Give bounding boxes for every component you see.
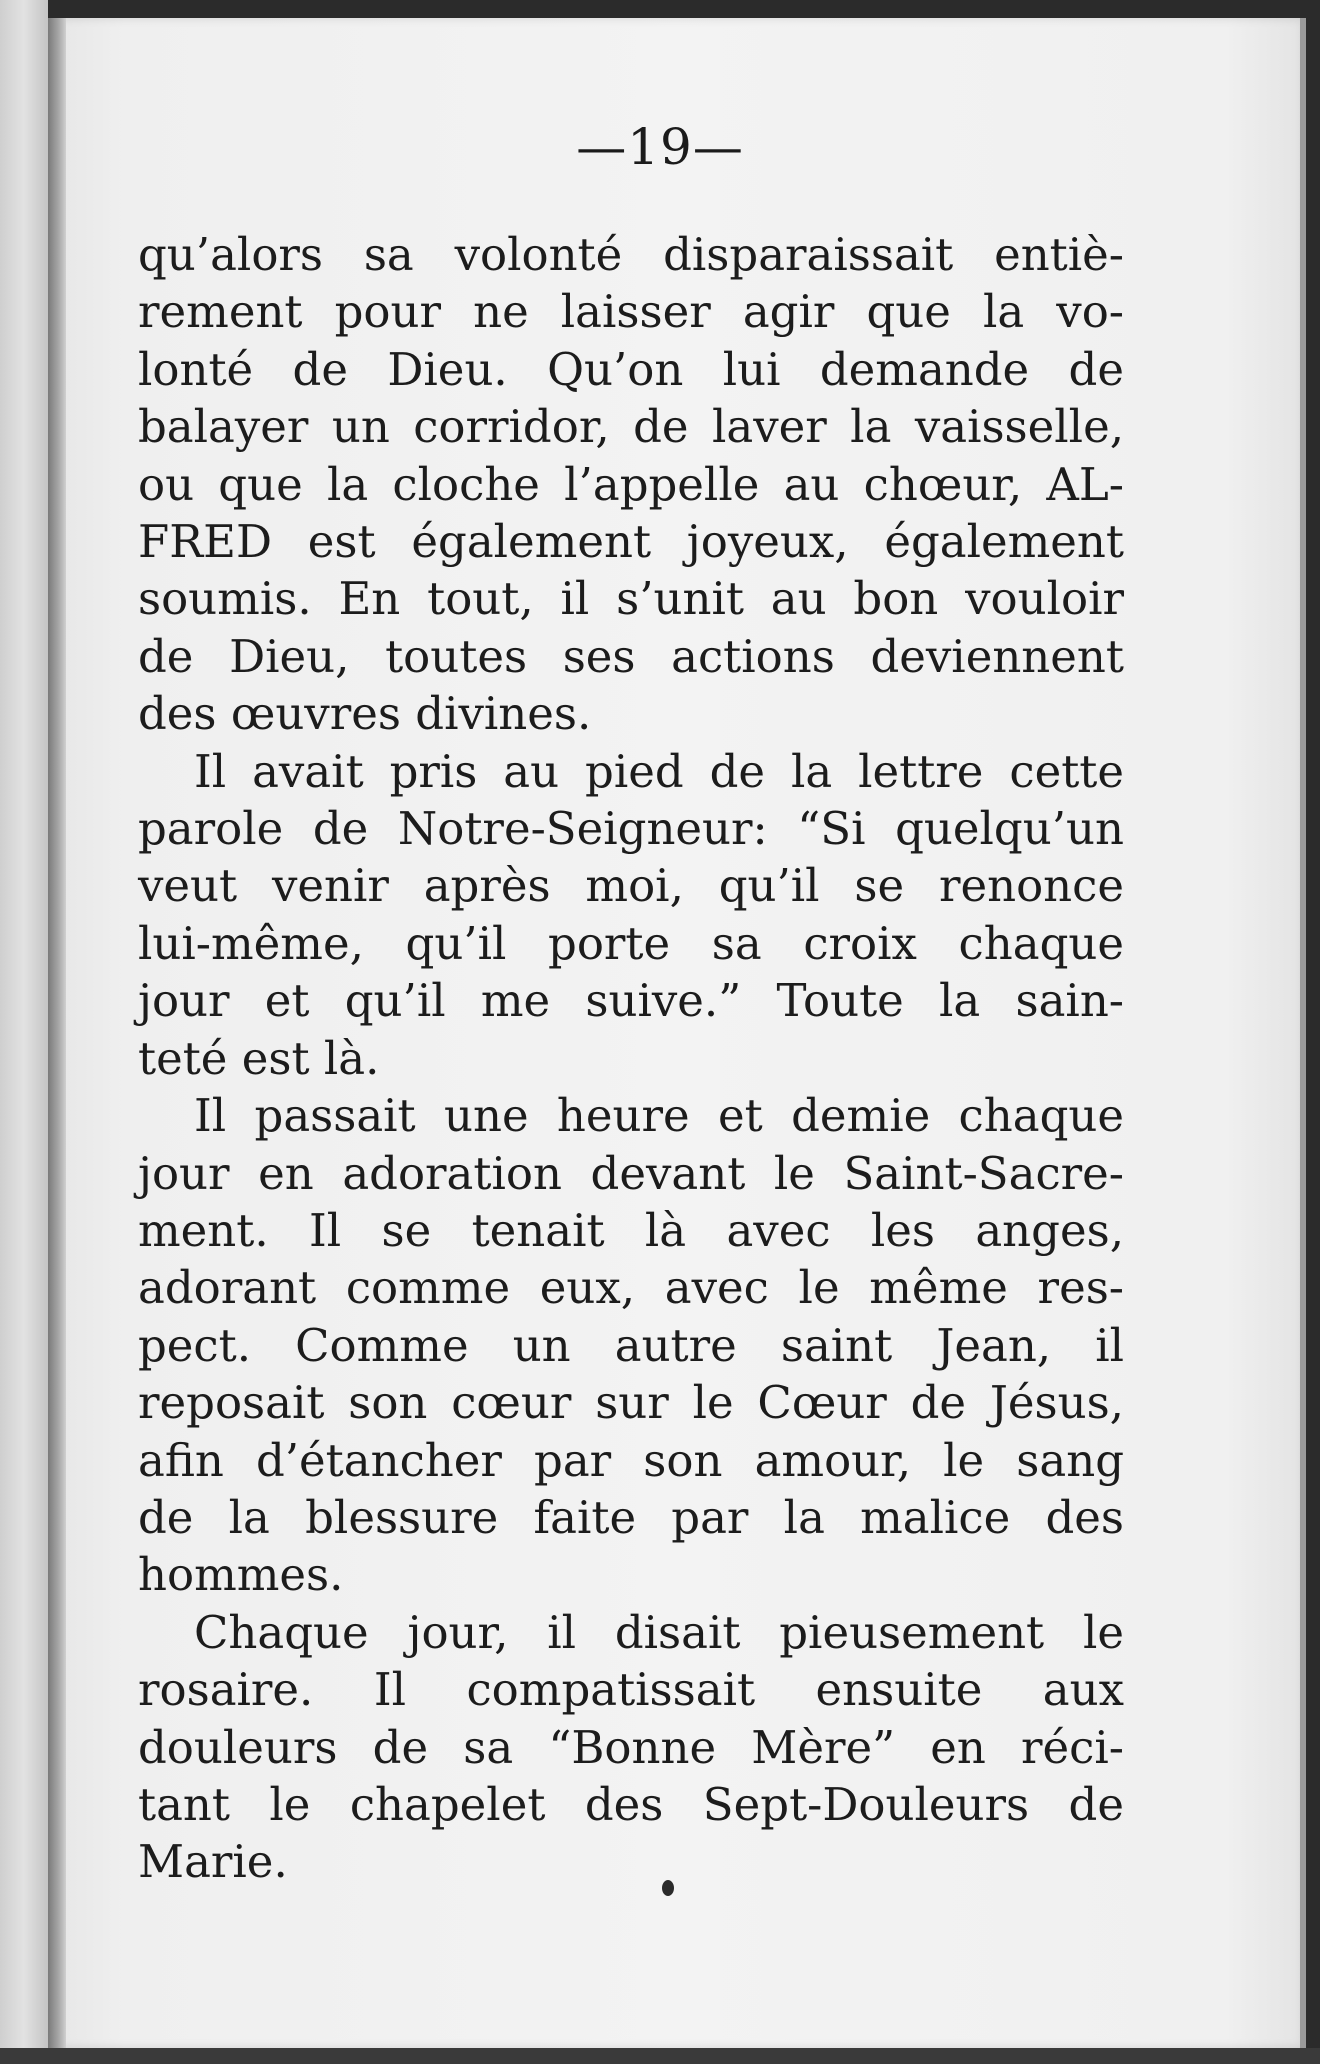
text-line: Marie. <box>138 1835 288 1889</box>
text-line: de la blessure faite par la malice des <box>138 1490 1124 1544</box>
text-line: adorant comme eux, avec le même res- <box>138 1261 1124 1315</box>
paragraph-2 <box>138 743 1124 1087</box>
text-line: rement pour ne laisser agir que la vo- <box>138 285 1124 339</box>
text-line: afin d’étancher par son amour, le sang <box>138 1433 1124 1487</box>
text-line: balayer un corridor, de laver la vaisselle, <box>138 400 1124 454</box>
paragraph-4 <box>138 1604 1124 1891</box>
text-line: qu’alors sa volonté disparaissait entiè- <box>138 228 1124 281</box>
text-line: parole de Notre-Seigneur: “Si quelqu’un <box>138 802 1124 856</box>
text-line: FRED est également joyeux, également <box>138 515 1124 569</box>
text-line: hommes. <box>138 1548 344 1602</box>
text-line: Il avait pris au pied de la lettre cette <box>194 744 1124 798</box>
page-number-value: 19 <box>627 118 693 176</box>
text-line: de Dieu, toutes ses actions deviennent <box>138 629 1124 683</box>
text-line: Chaque jour, il disait pieusement le <box>194 1605 1124 1659</box>
text-line: lonté de Dieu. Qu’on lui demande de <box>138 342 1124 396</box>
folio-dash-left: — <box>576 118 628 176</box>
text-line: teté est là. <box>138 1031 380 1085</box>
text-line: ment. Il se tenait là avec les anges, <box>138 1203 1124 1257</box>
text-line: soumis. En tout, il s’unit au bon vouloir <box>138 572 1124 626</box>
end-ornament <box>662 1880 674 1896</box>
facing-page-edge <box>0 0 48 2064</box>
text-line: Il passait une heure et demie chaque <box>194 1089 1124 1143</box>
text-line: veut venir après moi, qu’il se renonce <box>138 859 1124 913</box>
page-number <box>0 118 1320 176</box>
scan-bottom-edge <box>0 2048 1320 2064</box>
body-text <box>138 226 1124 1891</box>
text-line: ou que la cloche l’appelle au chœur, AL- <box>138 457 1124 511</box>
text-line: rosaire. Il compatissait ensuite aux <box>138 1663 1124 1717</box>
text-line: tant le chapelet des Sept-Douleurs de <box>138 1777 1124 1831</box>
book-gutter <box>48 18 66 2048</box>
text-line: reposait son cœur sur le Cœur de Jésus, <box>138 1376 1124 1430</box>
folio-dash-right: — <box>692 118 744 176</box>
text-line: pect. Comme un autre saint Jean, il <box>138 1318 1124 1372</box>
paragraph-3 <box>138 1087 1124 1604</box>
text-line: des œuvres divines. <box>138 687 592 741</box>
text-line: jour et qu’il me suive.” Toute la sain- <box>138 974 1124 1028</box>
text-line: lui-même, qu’il porte sa croix chaque <box>138 916 1124 970</box>
text-line: douleurs de sa “Bonne Mère” en réci- <box>138 1720 1124 1774</box>
text-line: jour en adoration devant le Saint-Sacre- <box>138 1146 1124 1200</box>
paragraph-1 <box>138 226 1124 743</box>
